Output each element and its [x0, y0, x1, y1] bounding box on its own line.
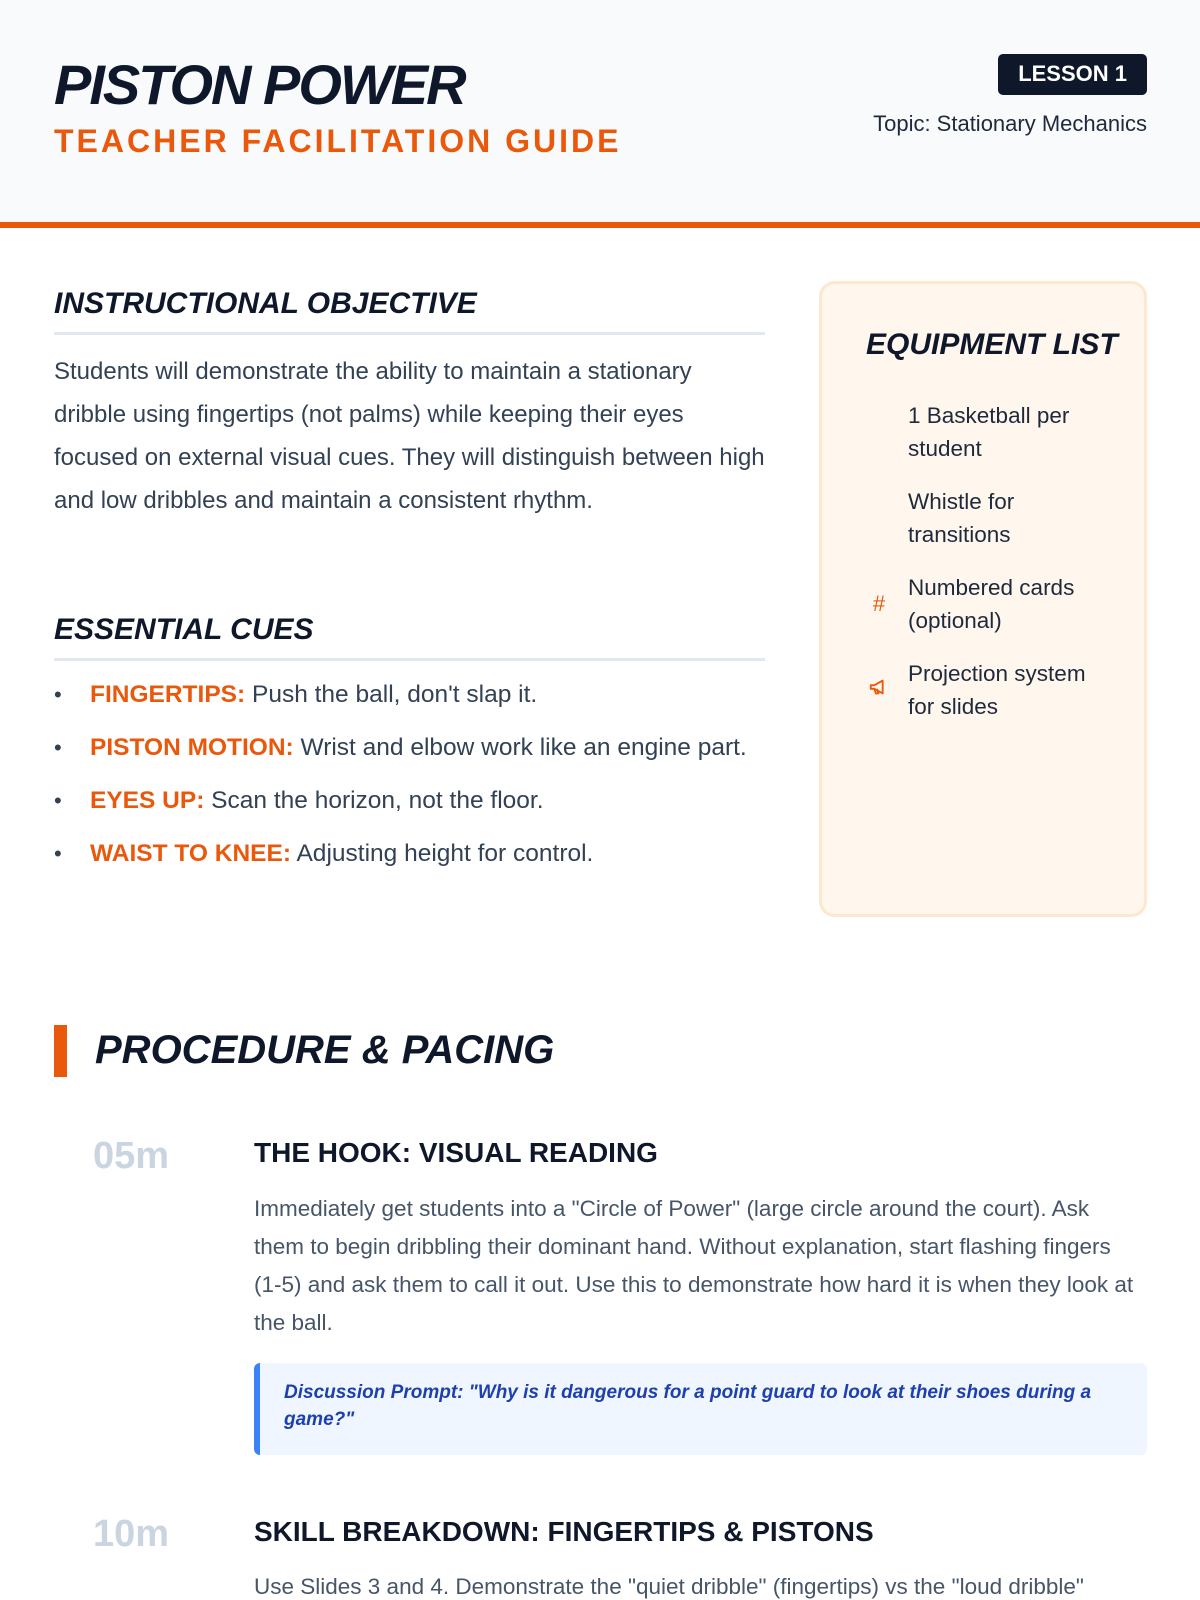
section-accent-bar	[54, 1025, 67, 1077]
cue-key: PISTON MOTION:	[90, 734, 294, 761]
step-duration: 10m	[93, 1513, 170, 1555]
equipment-label: Numbered cards (optional)	[908, 575, 1075, 633]
cue-text: Push the ball, don't slap it.	[245, 681, 538, 708]
guide-title: PISTON POWER	[54, 53, 465, 116]
equipment-item	[864, 571, 1104, 637]
equipment-label: Whistle for transitions	[908, 489, 1015, 547]
cue-text: Scan the horizon, not the floor.	[204, 787, 544, 814]
list-item	[54, 675, 769, 715]
discussion-prompt: Discussion Prompt: "Why is it dangerous for a point guard to look at their shoes during a game?"	[254, 1363, 1147, 1455]
objective-heading: INSTRUCTIONAL OBJECTIVE	[54, 287, 765, 335]
step-title: THE HOOK: VISUAL READING	[254, 1137, 658, 1168]
lesson-topic: Topic: Stationary Mechanics	[873, 111, 1147, 136]
guide-subtitle: TEACHER FACILITATION GUIDE	[54, 123, 622, 159]
equipment-item	[864, 485, 1104, 551]
equipment-heading: EQUIPMENT LIST	[866, 328, 1118, 361]
megaphone-icon	[864, 676, 894, 704]
equipment-label: 1 Basketball per student	[908, 403, 1070, 461]
objective-text: Students will demonstrate the ability to maintain a stationary dribble using fingertips (not palms) while keeping their eyes focused on external visual cues. They will distinguish between high and low dribbles and maintain a consistent rhythm.	[54, 358, 765, 514]
list-item	[54, 781, 769, 821]
hash-icon: #	[872, 591, 886, 616]
equipment-label: Projection system for slides	[908, 661, 1086, 719]
step-title: SKILL BREAKDOWN: FINGERTIPS & PISTONS	[254, 1516, 874, 1547]
lesson-badge: LESSON 1	[998, 54, 1147, 95]
equipment-item	[864, 399, 1104, 465]
cue-text: Adjusting height for control.	[291, 840, 594, 867]
equipment-card	[819, 281, 1147, 917]
list-item	[54, 834, 769, 874]
cue-text: Wrist and elbow work like an engine part.	[293, 734, 747, 761]
procedure-heading: PROCEDURE & PACING	[95, 1028, 555, 1072]
cue-key: WAIST TO KNEE:	[90, 840, 292, 867]
step-description: Use Slides 3 and 4. Demonstrate the "quiet dribble" (fingertips) vs the "loud dribble"	[254, 1574, 1084, 1599]
cues-heading: ESSENTIAL CUES	[54, 613, 765, 661]
list-item	[54, 728, 769, 768]
cue-key: FINGERTIPS:	[90, 681, 246, 708]
document-header	[0, 0, 1200, 228]
cue-key: EYES UP:	[90, 787, 205, 814]
equipment-item	[864, 657, 1104, 723]
step-duration: 05m	[93, 1135, 170, 1177]
cues-list	[54, 675, 769, 887]
step-description: Immediately get students into a "Circle of Power" (large circle around the court). Ask them to begin dribbling their dominant hand. Without explanation, start flashing fingers (1-5) and ask them to call it out. Use this to demonstrate how hard it is when they look at the ball.	[254, 1196, 1134, 1335]
